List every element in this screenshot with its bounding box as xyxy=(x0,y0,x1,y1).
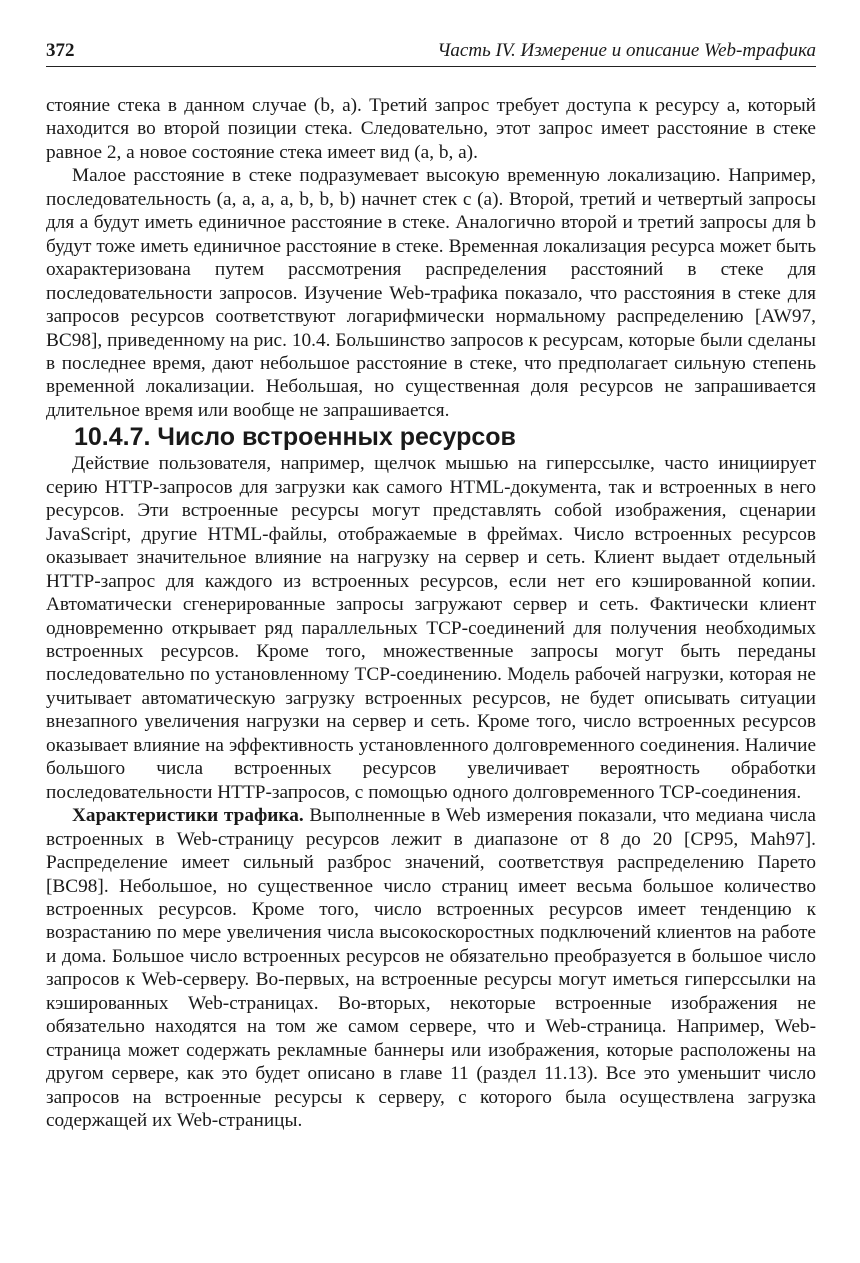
section-heading: 10.4.7. Число встроенных ресурсов xyxy=(74,423,516,452)
paragraph-continuation: стояние стека в данном случае (b, a). Третий запрос требует доступа к ресурсу a, который находится во второй позиции стека. Следовательно, этот запрос имеет расстояние в стеке равное 2, а новое состояние стека имеет вид (a, b, a). xyxy=(46,95,816,163)
page-number: 372 xyxy=(46,40,75,61)
page-header xyxy=(46,40,816,67)
paragraph-temporal-locality: Малое расстояние в стеке подразумевает высокую временную локализацию. Например, последовательность (a, a, a, a, b, b, b) начнет стек с (a). Второй, третий и четвертый запросы для a будут иметь единичное расстояние в стеке. Аналогично второй и третий запросы для b будут тоже иметь единичное расстояние в стеке. Временная локализация ресурса может быть охарактеризована путем рассмотрения распределения расстояний в стеке для последовательности запросов. Изучение Web-трафика показало, что расстояния в стеке для запросов ресурсов соответствуют логарифмически нормальному распределению [AW97, BC98], приведенному на рис. 10.4. Большинство запросов к ресурсам, которые были сделаны в последнее время, дают небольшое расстояние в стеке, что предполагает сильную степень временной локализации. Небольшая, но существенная доля ресурсов не запрашивается длительное время или вообще не запрашивается. xyxy=(46,165,816,421)
paragraph-embedded-resources: Действие пользователя, например, щелчок мышью на гиперссылке, часто инициирует серию HTTP-запросов для загрузки как самого HTML-документа, так и встроенных в него ресурсов. Эти встроенные ресурсы могут представлять собой изображения, сценарии JavaScript, другие HTML-файлы, отображаемые в фреймах. Число встроенных ресурсов оказывает значительное влияние на нагрузку на сервер и сеть. Клиент выдает отдельный HTTP-запрос для каждого из встроенных ресурсов, если нет его кэшированной копии. Автоматически сгенерированные запросы загружают сервер и сеть. Фактически клиент одновременно открывает ряд параллельных TCP-соединений для получения необходимых встроенных ресурсов. Кроме того, множественные запросы могут быть переданы последовательно по установленному TCP-соединению. Модель рабочей нагрузки, которая не учитывает автоматическую загрузку встроенных ресурсов, не будет описывать ситуации внезапного увеличения нагрузки на сервер и сеть. Кроме того, число встроенных ресурсов оказывает влияние на эффективность установленного долговременного соединения. Наличие большого числа встроенных ресурсов увеличивает вероятность обработки последовательности HTTP-запросов, с помощью одного долговременного TCP-соединения. xyxy=(46,453,816,803)
running-title: Часть IV. Измерение и описание Web-трафика xyxy=(437,40,816,61)
paragraph-traffic-characteristics xyxy=(46,804,816,1132)
body-text xyxy=(46,94,816,1132)
paragraph-lead: Характеристики трафика. xyxy=(72,805,304,827)
paragraph-body: Выполненные в Web измерения показали, что медиана числа встроенных в Web-страницу ресурсов лежит в диапазоне от 8 до 20 [CP95, Mah97]. Распределение имеет сильный разброс значений, соответствуя распределению Парето [BC98]. Небольшое, но существенное число страниц имеет весьма большое количество встроенных ресурсов. Кроме того, число встроенных ресурсов имеет тенденцию к возрастанию по мере увеличения числа высокоскоростных подключений клиентов на работе и дома. Большое число встроенных ресурсов не обязательно преобразуется в большое число запросов к Web-серверу. Во-первых, на встроенные ресурсы могут иметься гиперссылки на кэшированных Web-страницах. Во-вторых, некоторые встроенные изображения не обязательно находятся на том же самом сервере, что и Web-страница. Например, Web-страница может содержать рекламные баннеры или изображения, которые расположены на другом сервере, как это будет описано в главе 11 (раздел 11.13). Все это уменьшит число запросов на встроенные ресурсы к серверу, с которого была осуществлена загрузка содержащей их Web-страницы. xyxy=(46,805,816,1132)
